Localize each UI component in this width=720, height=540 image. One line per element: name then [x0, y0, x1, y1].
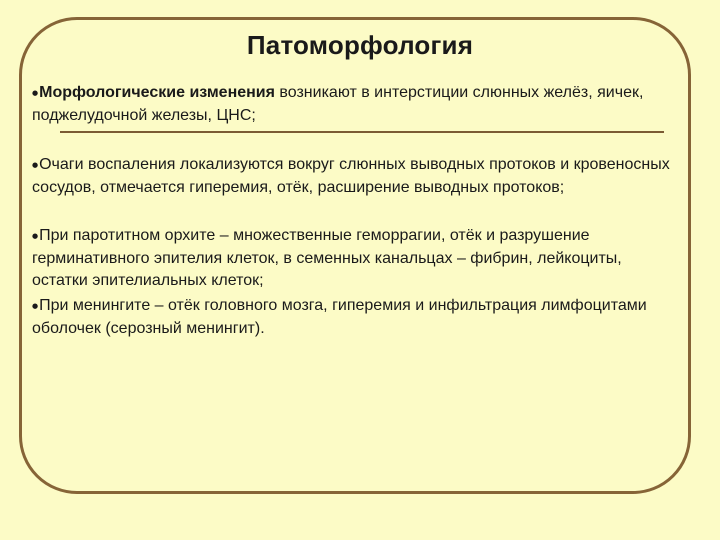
- paragraph-text: При менингите – отёк головного мозга, гиперемия и инфильтрация лимфоцитами оболочек (серозный менингит).: [32, 297, 647, 337]
- divider-line: [60, 131, 664, 133]
- bullet-icon: ●: [32, 89, 39, 97]
- paragraph-lead-bold: Морфологические изменения: [39, 84, 275, 101]
- paragraph-text: При паротитном орхите – множественные геморрагии, отёк и разрушение герминативного эпителия клеток, в семенных канальцах – фибрин, лейкоциты, остатки эпителиальных клеток;: [32, 227, 622, 289]
- paragraph-morphological-changes: [32, 82, 682, 127]
- bullet-icon: ●: [32, 161, 39, 169]
- paragraph-meningitis: [32, 295, 682, 340]
- bullet-icon: ●: [32, 232, 39, 240]
- slide-title: Патоморфология: [246, 30, 474, 60]
- paragraph-inflammation-foci: [32, 154, 682, 199]
- bullet-icon: ●: [32, 302, 39, 310]
- paragraph-text: возникают в интерстиции слюнных желёз, яичек, поджелудочной железы, ЦНС;: [32, 84, 644, 124]
- paragraph-text: Очаги воспаления локализуются вокруг слюнных выводных протоков и кровеносных сосудов, отмечается гиперемия, отёк, расширение выводных протоков;: [32, 156, 670, 196]
- paragraph-orchitis: [32, 225, 682, 293]
